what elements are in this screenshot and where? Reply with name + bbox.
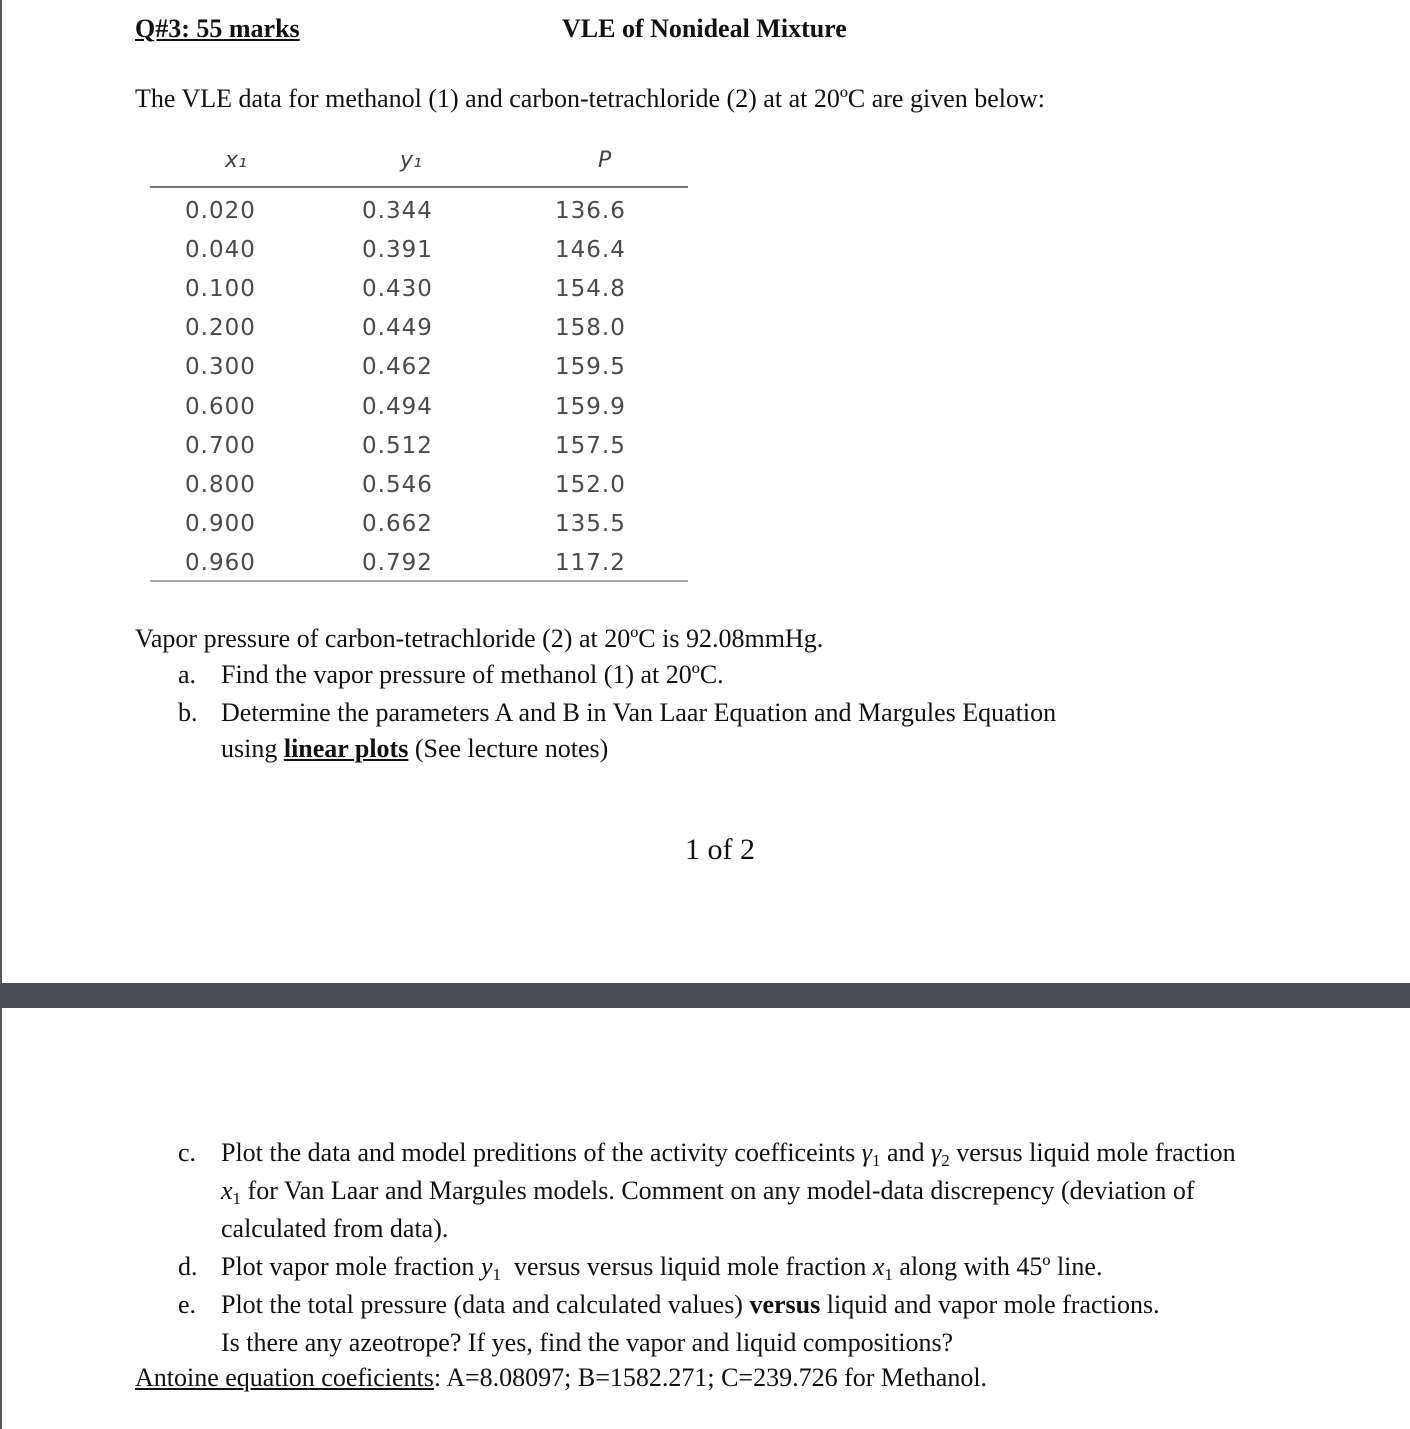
gamma-symbol: γ <box>861 1138 872 1167</box>
table-top-rule <box>150 186 688 188</box>
x-symbol: x <box>872 1252 885 1281</box>
item-e-label: e. <box>178 1290 197 1319</box>
item-d-text <box>221 1252 1102 1285</box>
item-b-line2-post: (See lecture notes) <box>408 734 609 763</box>
item-c-line1 <box>221 1138 1236 1171</box>
antoine-line <box>135 1363 987 1393</box>
item-c-line2-post: for Van Laar and Margules models. Comment on any model-data discrepency (deviation of <box>241 1176 1195 1205</box>
cell-p: 146.4 <box>555 237 626 264</box>
document-page-2 <box>0 1008 1410 1429</box>
y-symbol: y <box>480 1252 493 1281</box>
antoine-values: : A=8.08097; B=1582.271; C=239.726 for Methanol. <box>433 1363 988 1392</box>
item-b-line2-pre: using <box>221 734 284 763</box>
x-subscript-1: 1 <box>232 1189 242 1208</box>
cell-p: 154.8 <box>555 276 626 303</box>
cell-x1: 0.900 <box>185 510 256 537</box>
item-c-line1-post: versus liquid mole fraction <box>949 1138 1236 1167</box>
cell-p: 136.6 <box>555 198 626 224</box>
cell-x1: 0.040 <box>185 237 256 264</box>
item-d-label: d. <box>178 1252 198 1281</box>
cell-x1: 0.960 <box>185 549 256 576</box>
item-c-line1-pre: Plot the data and model preditions of the activity coefficeints <box>221 1138 862 1167</box>
cell-p: 157.5 <box>555 432 626 459</box>
item-d-post: along with 45º line. <box>892 1252 1103 1281</box>
cell-y1: 0.792 <box>362 549 433 576</box>
vle-data-table <box>150 142 690 586</box>
cell-y1: 0.494 <box>362 393 433 420</box>
x-symbol: x <box>221 1176 233 1205</box>
item-e-line1-pre: Plot the total pressure (data and calculated values) <box>221 1290 750 1319</box>
cell-y1: 0.449 <box>362 315 433 342</box>
page-indicator: 1 of 2 <box>685 833 755 866</box>
cell-x1: 0.020 <box>185 198 256 224</box>
cell-x1: 0.800 <box>185 471 256 498</box>
cell-x1: 0.700 <box>185 432 256 459</box>
item-d-pre: Plot vapor mole fraction <box>221 1252 481 1281</box>
cell-y1: 0.662 <box>362 510 433 537</box>
item-c-line2 <box>221 1176 1195 1209</box>
cell-y1: 0.344 <box>362 198 433 224</box>
question-label: Q#3: 55 marks <box>135 14 300 43</box>
cell-x1: 0.600 <box>185 393 256 420</box>
cell-p: 152.0 <box>555 471 626 498</box>
y-subscript-1: 1 <box>492 1265 501 1284</box>
page-divider <box>0 983 1410 1008</box>
cell-p: 159.5 <box>555 354 626 381</box>
item-b-label: b. <box>178 698 198 727</box>
item-a-label: a. <box>178 660 197 689</box>
item-c-label: c. <box>178 1138 197 1167</box>
antoine-label: Antoine equation coeficients <box>135 1363 434 1392</box>
header-x1: x₁ <box>225 148 247 173</box>
cell-y1: 0.462 <box>362 354 433 381</box>
table-bottom-rule <box>150 580 688 582</box>
versus-emphasis: versus <box>749 1290 821 1319</box>
cell-y1: 0.430 <box>362 276 433 303</box>
cell-y1: 0.512 <box>362 432 433 459</box>
cell-p: 158.0 <box>555 315 626 342</box>
item-c-line3: calculated from data). <box>221 1214 449 1243</box>
item-c-and: and <box>880 1138 931 1167</box>
cell-p: 117.2 <box>555 549 626 576</box>
cell-x1: 0.300 <box>185 354 256 381</box>
item-b-line2 <box>221 734 608 764</box>
item-e-line1-post: liquid and vapor mole fractions. <box>820 1290 1160 1319</box>
item-d-mid: versus versus liquid mole fraction <box>500 1252 873 1281</box>
cell-p: 159.9 <box>555 393 626 420</box>
gamma-subscript-1: 1 <box>871 1151 881 1170</box>
header-y1: y₁ <box>400 148 422 173</box>
header-p: P <box>598 148 612 173</box>
document-title: VLE of Nonideal Mixture <box>562 14 847 43</box>
vapor-pressure-note: Vapor pressure of carbon-tetrachloride (2) at 20ºC is 92.08mmHg. <box>135 624 824 653</box>
gamma-symbol: γ <box>930 1138 942 1167</box>
item-b-line1: Determine the parameters A and B in Van Laar Equation and Margules Equation <box>221 698 1057 727</box>
linear-plots-emphasis: linear plots <box>283 734 409 763</box>
cell-x1: 0.100 <box>185 276 256 303</box>
item-e-line2: Is there any azeotrope? If yes, find the vapor and liquid compositions? <box>221 1328 954 1357</box>
cell-x1: 0.200 <box>185 315 256 342</box>
cell-y1: 0.391 <box>362 237 433 264</box>
cell-p: 135.5 <box>555 510 626 537</box>
item-a-text: Find the vapor pressure of methanol (1) at 20ºC. <box>221 660 724 689</box>
gamma-subscript-2: 2 <box>941 1151 950 1170</box>
item-e-line1 <box>221 1290 1160 1320</box>
intro-text: The VLE data for methanol (1) and carbon-tetrachloride (2) at at 20ºC are given below: <box>135 84 1045 113</box>
cell-y1: 0.546 <box>362 471 433 498</box>
x-subscript-1: 1 <box>884 1265 893 1284</box>
